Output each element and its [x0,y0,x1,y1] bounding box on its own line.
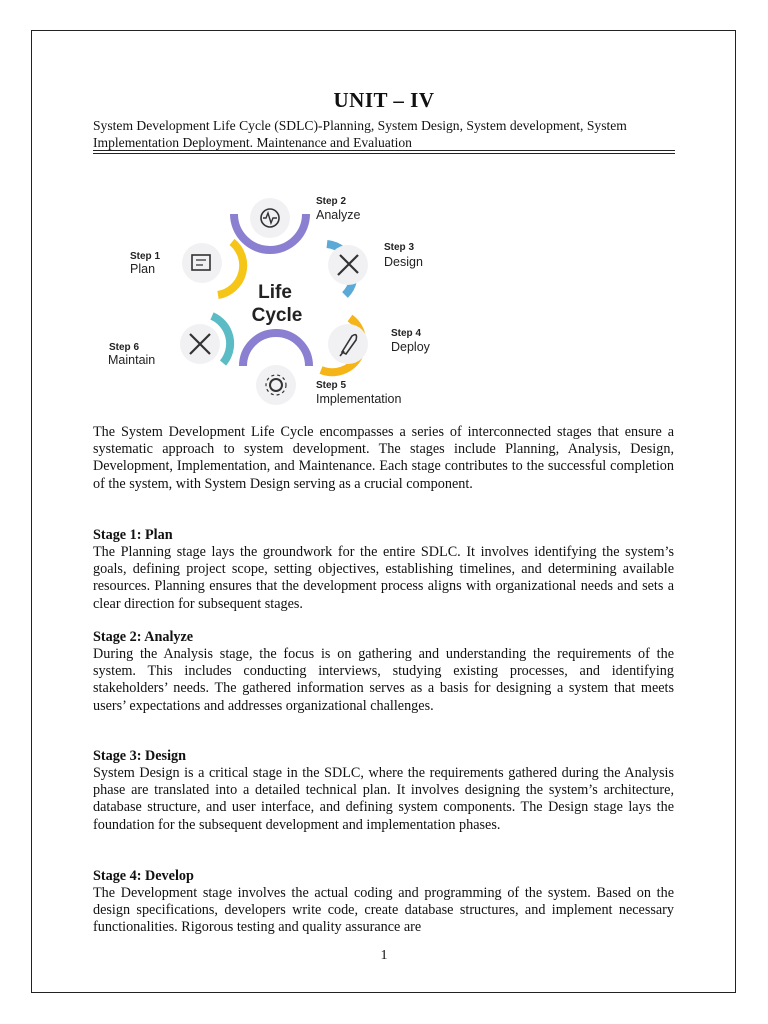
step5-name: Implementation [316,392,402,406]
page-border [31,30,736,993]
sdlc-cycle-diagram [100,188,440,410]
step1-name: Plan [130,262,156,276]
intro-paragraph: The System Development Life Cycle encompasses a series of interconnected stages that ensure a systematic approach to system development. The stages include Planning, Analysis, Design, Development, Implementation, and Maintenance. Each stage contributes to the successful completion of the system, with System Design serving as a crucial component. [93,424,674,492]
stage4-text: The Development stage involves the actual coding and programming of the system. Based on the design specifications, developers write code, create database structures, and implement necessary functionalities. Rigorous testing and quality assurance are [93,885,674,936]
header-rule-second [93,153,675,154]
step2-name: Analyze [316,208,361,222]
deploy-icon [328,324,368,364]
plan-icon [182,243,222,283]
step4-number: Step 4 [391,328,422,339]
maintain-icon [180,324,220,364]
stage1-text: The Planning stage lays the groundwork for the entire SDLC. It involves identifying the system’s goals, defining project scope, setting objectives, establishing timelines, and determining available resources. Planning ensures that the development process aligns with organizational needs and sets a clear direction for subsequent stages. [93,544,674,612]
step6-number: Step 6 [109,342,140,353]
step2-number: Step 2 [316,196,347,207]
step3-name: Design [384,255,423,269]
step4-name: Deploy [391,340,430,354]
page-title: UNIT – IV [333,88,435,112]
plan-arc [218,242,243,295]
implementation-arc [243,333,309,366]
center-label-cycle: Cycle [251,305,303,326]
stage3-text: System Design is a critical stage in the SDLC, where the requirements gathered during the Analysis phase are translated into a detailed technical plan. It involves designing the system’s architecture, database structure, and user interface, and defining system components. The Design stage lays the foundation for the subsequent development and implementation phases. [93,765,674,833]
step1-number: Step 1 [130,251,161,262]
implementation-icon [256,365,296,405]
analyze-icon [250,198,290,238]
stage3-heading: Stage 3: Design [93,748,187,764]
page-number: 1 [380,948,388,963]
center-label-life: Life [258,282,292,303]
step3-number: Step 3 [384,242,415,253]
stage1-heading: Stage 1: Plan [93,527,173,543]
design-icon [328,245,368,285]
step5-number: Step 5 [316,380,347,391]
stage2-heading: Stage 2: Analyze [93,629,194,645]
page-subtitle: System Development Life Cycle (SDLC)-Planning, System Design, System development, System Implementation Deployment. Maintenance and Evaluation [93,118,627,150]
stage2-text: During the Analysis stage, the focus is on gathering and understanding the requirements of the system. This includes conducting interviews, studying existing processes, and identifying stakeholders’ needs. The gathered information serves as a basis for designing a system that meets users’ expectations and addresses organizational challenges. [93,646,674,714]
stage4-heading: Stage 4: Develop [93,868,194,884]
step6-name: Maintain [108,353,156,367]
header-rule [93,150,675,151]
